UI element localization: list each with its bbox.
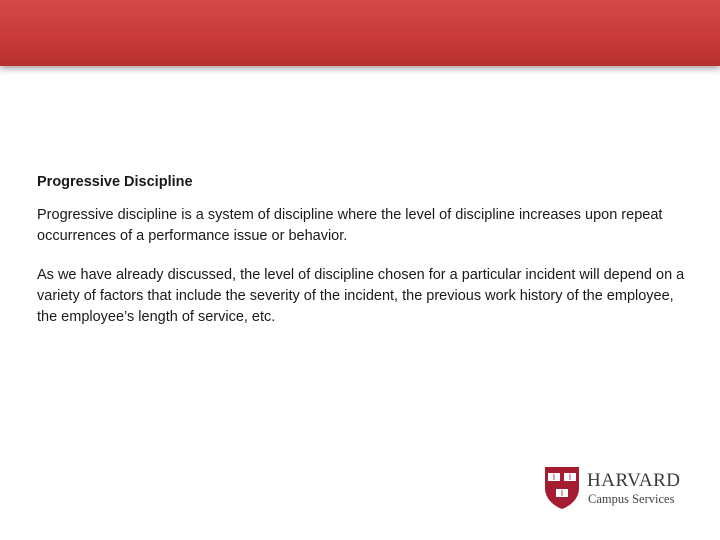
harvard-campus-services-logo (544, 466, 689, 510)
slide-title: Progressive Discipline (37, 174, 193, 190)
top-banner (0, 0, 720, 66)
paragraph-factors: As we have already discussed, the level of discipline chosen for a particular incident will depend on a variety of factors that include the severity of the incident, the previous work history of the employee, the employee’s length of service, etc. (37, 267, 685, 325)
paragraph-definition: Progressive discipline is a system of discipline where the level of discipline increases upon repeat occurrences of a performance issue or behavior. (37, 207, 663, 244)
harvard-shield-icon (544, 466, 580, 510)
logo-wordmark: HARVARD (587, 470, 681, 491)
slide-content (37, 172, 687, 346)
logo-subtitle: Campus Services (588, 492, 675, 506)
